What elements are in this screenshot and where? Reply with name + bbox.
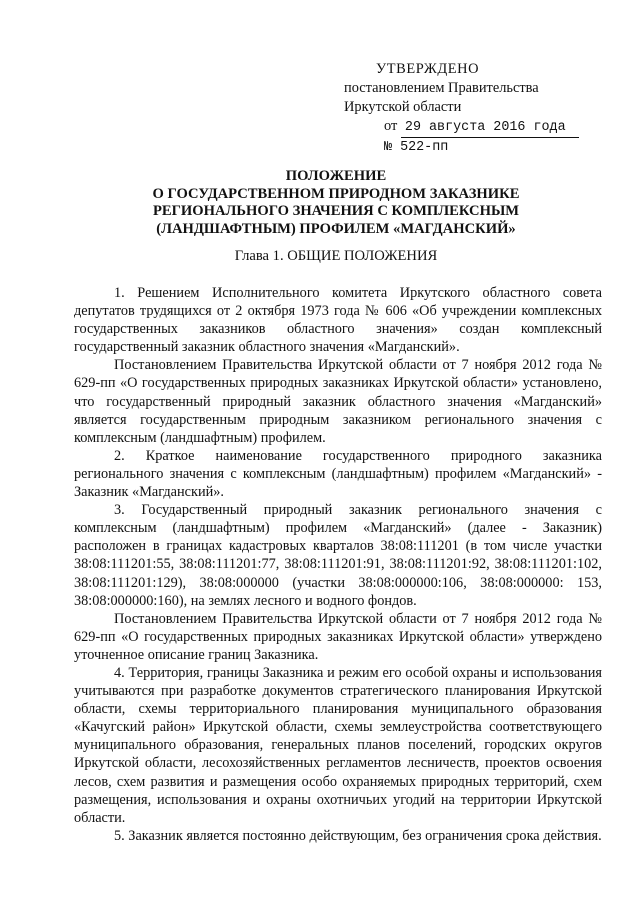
paragraph-2: Постановлением Правительства Иркутской области от 7 ноября 2012 года № 629-пп «О государственных природных заказниках Иркутской области» установлено, что государственный природный заказник областного значения «Магданский» является государственным природным заказником регионального значения с комплексным (ландшафтным) профилем. [74,357,602,446]
approval-stamp [344,60,604,157]
chapter-heading: Глава 1. ОБЩИЕ ПОЛОЖЕНИЯ [234,248,438,264]
paragraph-3: 2. Краткое наименование государственного природного заказника регионального значения с комплексным (ландшафтным) профилем «Магданский» - Заказник «Магданский». [74,447,602,501]
approval-date-row [384,117,604,138]
paragraph-7: 5. Заказник является постоянно действующим, без ограничения срока действия. [114,827,602,844]
approval-date-prefix: от [384,118,398,134]
paragraph-4: 3. Государственный природный заказник регионального значения с комплексным (ландшафтным) профилем «Магданский» (далее - Заказник) расположен в границах кадастровых кварталов 38:08:111201 (в том числе участки 38:08:111201:55, 38:08:111201:77, 38:08:111201:91, 38:08:111201:92, 38:08:111201:102, 38:08:111201:129), 38:08:000000 (участки 38:08:000000:106, 38:08:000000: 153, 38:08:000000:160), на землях лесного и водного фондов. [74,502,602,609]
paragraph-5: Постановлением Правительства Иркутской области от 7 ноября 2012 года № 629-пп «О государственных природных заказниках Иркутской области» утверждено уточненное описание границ Заказника. [74,610,602,663]
title-line-1: ПОЛОЖЕНИЕ [285,168,387,184]
title-line-3: РЕГИОНАЛЬНОГО ЗНАЧЕНИЯ С КОМПЛЕКСНЫМ [152,203,520,220]
approval-line-1: постановлением Правительства [344,80,539,96]
approval-title: УТВЕРЖДЕНО [376,61,480,77]
paragraph-6: 4. Территория, границы Заказника и режим его особой охраны и использования учитываются при разработке документов стратегического планирования Иркутской области, схемы территориального планирования муниципального образования «Качугский район» Иркутской области, схемы землеустройства соответствующего муниципального образования, генеральных планов поселений, городских округов Иркутской области, лесохозяйственных регламентов лесничеств, проектов освоения лесов, схем развития и размещения особо охраняемых природных территорий, схем размещения, использования и охраны охотничьих угодий на территории Иркутской области. [74,664,602,826]
approval-line-2: Иркутской области [344,99,462,115]
title-line-2: О ГОСУДАРСТВЕННОМ ПРИРОДНОМ ЗАКАЗНИКЕ [152,185,520,202]
approval-number: № 522-пп [384,140,449,155]
document-title [72,168,600,238]
document-body [74,284,602,845]
approval-date: 29 августа 2016 года [401,118,579,138]
title-line-4: (ЛАНДШАФТНЫМ) ПРОФИЛЕМ «МАГДАНСКИЙ» [156,220,516,237]
paragraph-1: 1. Решением Исполнительного комитета Иркутского областного совета депутатов трудящихся от 2 октября 1973 года № 606 «Об учреждении комплексных государственных заказников областного значения» создан комплексный государственный заказник областного значения «Магданский». [74,285,602,356]
